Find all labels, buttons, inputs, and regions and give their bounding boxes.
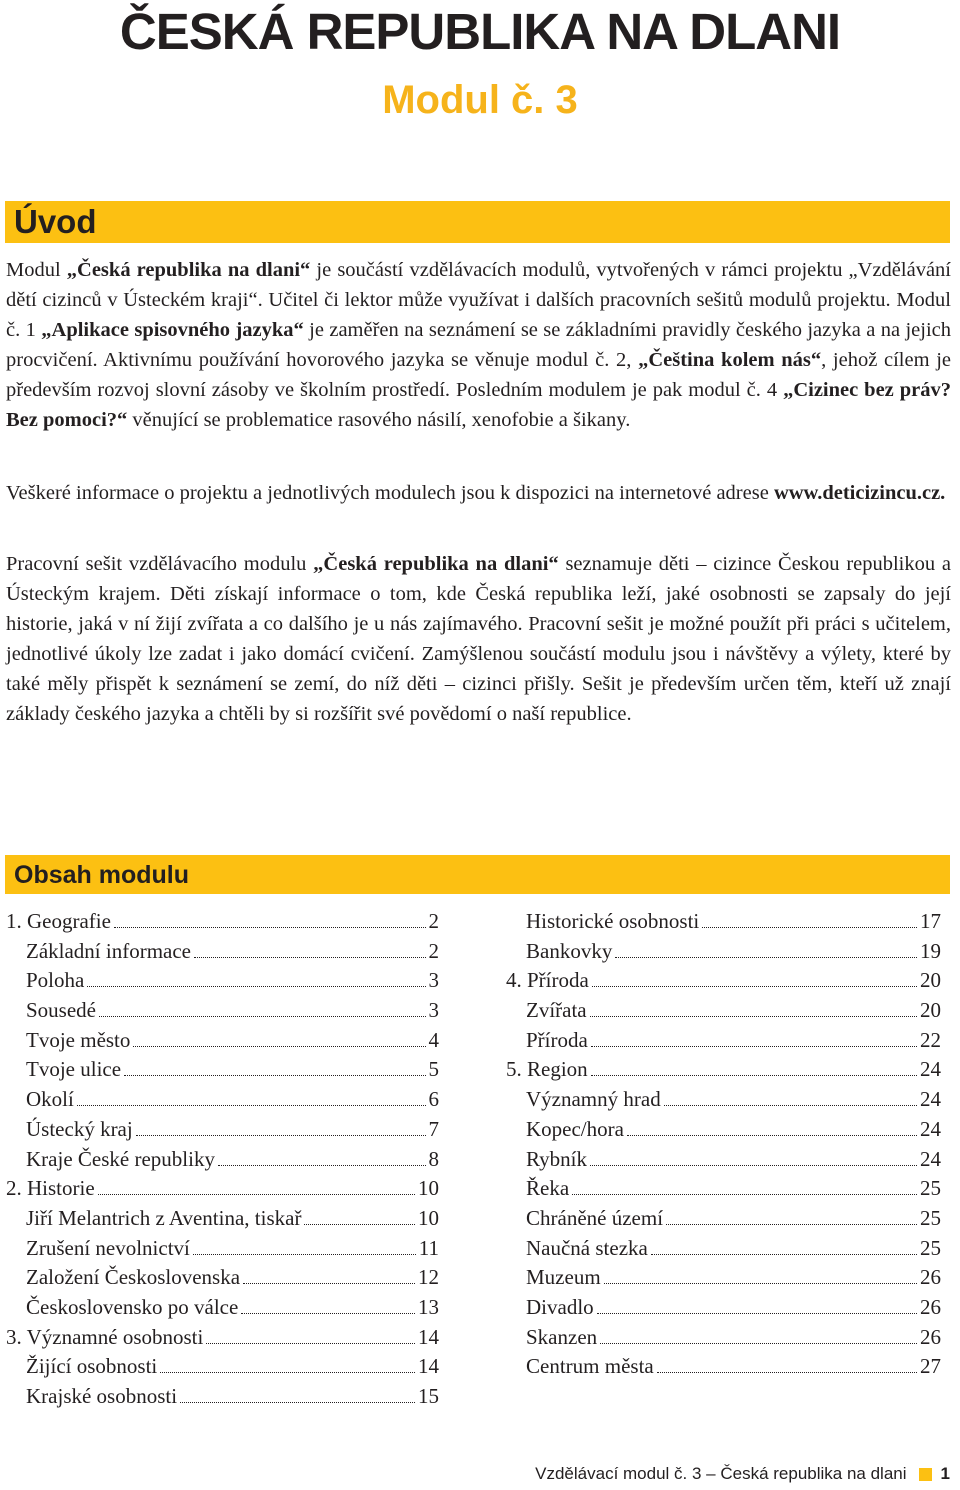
toc-entry-page: 26 [920,1324,941,1349]
toc-entry-page: 24 [920,1087,941,1112]
toc-entry-label: Příroda [526,1027,588,1052]
toc-leader-dots [241,1313,415,1314]
toc-leader-dots [218,1165,426,1166]
toc-leader-dots [664,1105,917,1106]
text-run: seznamuje děti – cizince Českou republikou a Ústeckým krajem. Děti získají informace o tom, kde Česká republika leží, jaké osobnosti se zapsaly do její historie, jaká v ní žijí zvířata a co dalšího je u nás zajímavého. Pracovní sešit je možné použít při práci s učitelem, jednotlivé úkoly lze zadat i jako domácí cvičení. Zamýšlenou součástí modulu jsou i návštěvy a výlety, které by také měly přispět k seznámení se zemí, do níž děti – cizinci přišly. Sešit je především určen těm, kteří už znají základy českého jazyka a chtěli by si rozšířit své povědomí o naší republice. [6,553,951,725]
module-4-name-bold: „Cizinec bez práv? Bez pomoci?“ [6,379,951,431]
toc-entry-page: 3 [428,968,439,993]
toc-entry-label: Založení Československa [26,1265,241,1290]
toc-entry-page: 15 [418,1384,439,1408]
toc-entry-page: 17 [920,909,941,933]
toc-leader-dots [114,927,426,928]
toc-leader-dots [590,1016,917,1017]
toc-leader-dots [590,1165,917,1166]
toc-entry[interactable] [506,1115,941,1145]
toc-entry[interactable] [6,1352,439,1382]
toc-entry-page: 2 [428,938,439,963]
text-run: , jehož cílem je především rozvoj slovní zásoby ve školním prostředí. Posledním modulem je pak modul č. 4 [6,349,951,401]
toc-entry[interactable] [6,1293,439,1323]
module-2-name-bold: „Čeština kolem nás“ [638,349,822,371]
toc-entry-page: 8 [428,1146,439,1171]
toc-entry-label: Kopec/hora [526,1116,624,1141]
toc-entry-label: Centrum města [526,1354,654,1379]
toc-entry-label: Základní informace [26,938,192,963]
toc-leader-dots [604,1283,917,1284]
toc-entry-page: 10 [418,1205,439,1230]
module-name-bold: „Česká republika na dlani“ [66,259,311,281]
toc-leader-dots [591,1075,917,1076]
toc-entry[interactable] [506,1234,941,1264]
toc-leader-dots [136,1135,426,1136]
toc-entry-label: Tvoje město [26,1027,131,1052]
toc-leader-dots [657,1372,917,1373]
toc-leader-dots [702,927,917,928]
intro-paragraph-1 [6,255,951,435]
toc-entry-label: Zrušení nevolnictví [26,1235,190,1260]
toc-leader-dots [160,1372,415,1373]
toc-entry[interactable] [506,1145,941,1175]
module-1-name-bold: „Aplikace spisovného jazyka“ [41,319,304,341]
toc-entry[interactable] [6,996,439,1026]
toc-entry-label: Naučná stezka [526,1235,648,1260]
toc-entry-page: 22 [920,1027,941,1052]
toc-entry-label: Sousedé [26,998,96,1023]
toc-entry-page: 7 [428,1116,439,1141]
text-run: Veškeré informace o projektu a jednotlivých modulech jsou k dispozici na internetové adrese [6,482,774,504]
toc-entry[interactable] [6,1234,439,1264]
toc-entry-page: 2 [428,909,439,933]
text-run: je součástí vzdělávacích modulů, vytvořených v rámci projektu „Vzdělávání dětí cizinců v Ústeckém kraji“. Učitel či lektor může využívat i dalších pracovních sešitů modulů projektu. Modul č. 1 [6,259,951,341]
toc-leader-dots [651,1254,917,1255]
toc-entry-page: 19 [920,938,941,963]
toc-entry-page: 14 [418,1354,439,1379]
toc-entry-page: 24 [920,1146,941,1171]
toc-entry-page: 6 [428,1087,439,1112]
toc-entry-page: 24 [920,1057,941,1082]
toc-entry-label: 5. Region [506,1057,588,1082]
toc-entry-label: Ústecký kraj [26,1116,133,1141]
toc-entry[interactable] [506,1174,941,1204]
toc-entry[interactable] [6,1323,439,1353]
toc-leader-dots [597,1313,917,1314]
text-run: Pracovní sešit vzdělávacího modulu [6,553,314,575]
toc-leader-dots [627,1135,917,1136]
footer-page-number: 1 [940,1464,950,1483]
toc-entry-label: 4. Příroda [506,968,589,993]
footer-text: Vzdělávací modul č. 3 – Česká republika na dlani [535,1464,907,1483]
toc-entry[interactable] [506,1085,941,1115]
toc-entry[interactable] [506,966,941,996]
toc-entry[interactable] [6,1145,439,1175]
toc-entry-page: 11 [418,1235,439,1260]
toc-leader-dots [77,1105,426,1106]
page-title: ČESKÁ REPUBLIKA NA DLANI [119,3,841,60]
toc-entry-label: 1. Geografie [6,909,111,933]
toc-leader-dots [591,1046,917,1047]
toc-entry-label: Jiří Melantrich z Aventina, tiskař [26,1205,302,1230]
toc-entry-label: Krajské osobnosti [26,1384,178,1408]
toc-entry-label: Okolí [26,1087,74,1112]
toc-entry-page: 12 [418,1265,439,1290]
module-subtitle: Modul č. 3 [382,78,578,122]
toc-leader-dots [87,986,425,987]
toc-heading: Obsah modulu [5,855,950,894]
toc-entry-page: 25 [920,1235,941,1260]
toc-right-column [506,907,941,1382]
toc-entry-page: 10 [418,1176,439,1201]
toc-leader-dots [666,1224,917,1225]
toc-entry-label: Muzeum [526,1265,601,1290]
intro-paragraph-3 [6,549,951,729]
text-run: je zaměřen na seznámení se se základními pravidly českého jazyka a na jejich procvičení. Aktivnímu používání hovorového jazyka se věnuje modul č. 2, [6,319,951,371]
toc-entry-page: 24 [920,1116,941,1141]
toc-leader-dots [99,1016,426,1017]
toc-entry-page: 26 [920,1265,941,1290]
toc-entry-label: Zvířata [526,998,587,1023]
toc-entry-page: 20 [920,998,941,1023]
toc-entry-label: Československo po válce [26,1294,239,1319]
toc-entry-page: 27 [920,1354,941,1379]
toc-entry-label: Chráněné území [526,1205,664,1230]
toc-entry-page: 5 [428,1057,439,1082]
toc-leader-dots [206,1343,415,1344]
toc-entry-page: 13 [418,1294,439,1319]
toc-entry[interactable] [6,1026,439,1056]
toc-entry[interactable] [6,1055,439,1085]
toc-entry-label: Žijící osobnosti [26,1354,158,1379]
toc-entry[interactable] [6,966,439,996]
toc-entry-page: 3 [428,998,439,1023]
toc-entry-label: Historické osobnosti [526,909,700,933]
toc-entry[interactable] [506,907,941,937]
toc-entry[interactable] [6,937,439,967]
intro-paragraph-2 [6,478,951,508]
toc-entry-label: 3. Významné osobnosti [6,1324,204,1349]
toc-entry-label: 2. Historie [6,1176,95,1201]
toc-entry-label: Poloha [26,968,85,993]
toc-entry-page: 25 [920,1176,941,1201]
toc-entry[interactable] [506,937,941,967]
toc-entry[interactable] [506,1352,941,1382]
toc-leader-dots [193,1254,416,1255]
toc-leader-dots [133,1046,425,1047]
toc-entry-label: Řeka [526,1176,570,1201]
toc-entry[interactable] [6,1204,439,1234]
toc-entry[interactable] [6,907,439,937]
toc-leader-dots [304,1224,415,1225]
toc-entry[interactable] [506,1293,941,1323]
toc-entry-label: Bankovky [526,938,613,963]
toc-entry-page: 26 [920,1294,941,1319]
toc-entry-label: Skanzen [526,1324,598,1349]
toc-leader-dots [194,957,425,958]
toc-entry-label: Divadlo [526,1294,594,1319]
text-run: Modul [6,259,67,281]
website-link[interactable]: www.deticizincu.cz. [773,482,946,504]
footer-square-icon [919,1468,932,1481]
toc-entry[interactable] [6,1382,439,1412]
toc-entry[interactable] [506,1055,941,1085]
toc-entry[interactable] [506,1204,941,1234]
toc-entry[interactable] [506,996,941,1026]
toc-leader-dots [572,1194,917,1195]
toc-left-column [6,907,439,1412]
toc-leader-dots [98,1194,415,1195]
toc-leader-dots [615,957,917,958]
text-run: věnující se problematice rasového násilí, xenofobie a šikany. [127,409,631,431]
toc-entry-label: Kraje České republiky [26,1146,215,1171]
toc-entry[interactable] [506,1263,941,1293]
toc-entry[interactable] [506,1323,941,1353]
toc-entry-page: 4 [428,1027,439,1052]
toc-entry-page: 25 [920,1205,941,1230]
toc-entry-page: 14 [418,1324,439,1349]
toc-entry-page: 20 [920,968,941,993]
toc-entry[interactable] [6,1263,439,1293]
toc-entry[interactable] [6,1174,439,1204]
page-footer [535,1464,950,1484]
toc-entry-label: Tvoje ulice [26,1057,122,1082]
toc-leader-dots [124,1075,425,1076]
toc-leader-dots [180,1402,415,1403]
module-name-bold: „Česká republika na dlani“ [313,553,559,575]
toc-entry-label: Rybník [526,1146,588,1171]
intro-heading: Úvod [5,201,950,243]
toc-entry-label: Významný hrad [526,1087,661,1112]
toc-entry[interactable] [6,1115,439,1145]
toc-leader-dots [243,1283,415,1284]
toc-entry[interactable] [6,1085,439,1115]
toc-leader-dots [592,986,917,987]
toc-leader-dots [600,1343,917,1344]
toc-entry[interactable] [506,1026,941,1056]
